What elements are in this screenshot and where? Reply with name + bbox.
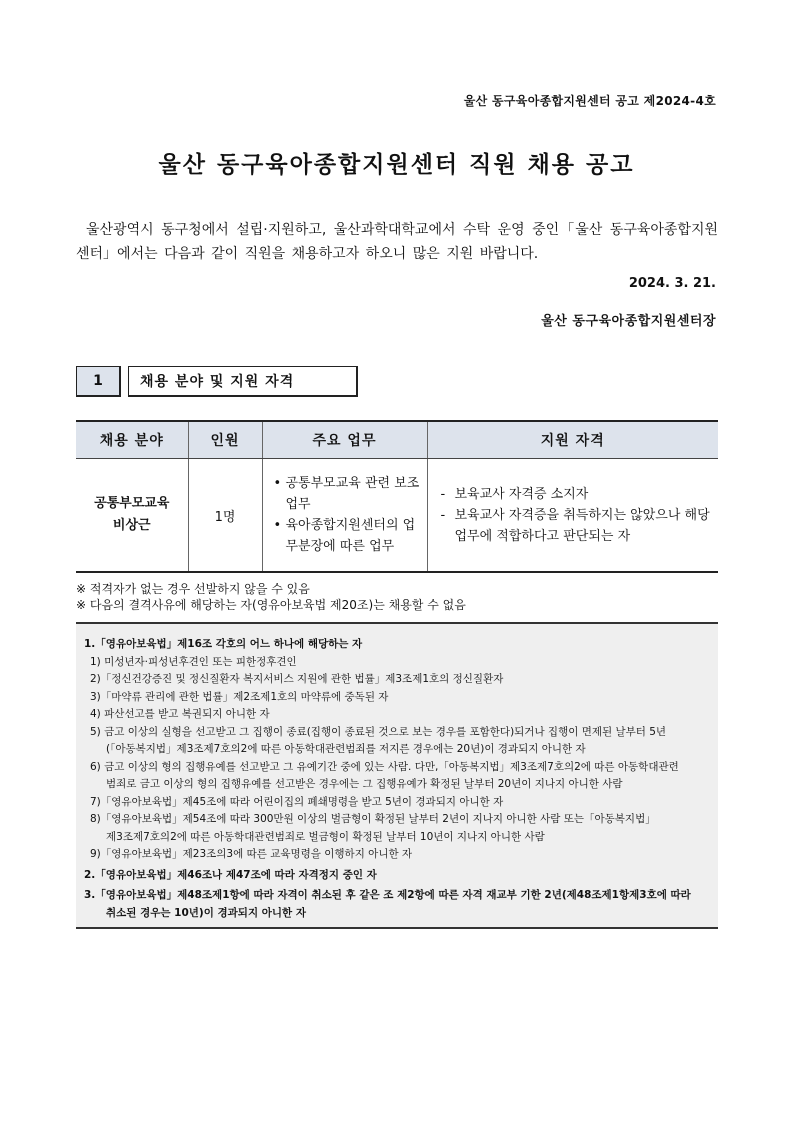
disqualification-subitem: 6) 금고 이상의 형의 집행유예를 선고받고 그 유예기간 중에 있는 사람. 다만,「아동복지법」제3조제7호의2에 따른 아동학대관련 xyxy=(90,760,679,773)
signer: 울산 동구육아종합지원센터장 xyxy=(541,314,716,329)
disqualification-item: 1.「영유아보육법」제16조 각호의 어느 하나에 해당하는 자 xyxy=(84,638,363,650)
header-count: 인원 xyxy=(188,421,262,459)
notes xyxy=(76,581,736,613)
disqualification-subitem: 8)「영유아보육법」제54조에 따라 300만원 이상의 벌금형이 확정된 날부터 2년이 지나지 아니한 사람 또는「아동복지법」 xyxy=(90,813,656,825)
table-row xyxy=(76,459,718,573)
disqualification-subitem-cont: 범죄로 금고 이상의 형의 집행유예를 선고받은 경우에는 그 집행유예가 확정된 날부터 20년이 지나지 아니한 사람 xyxy=(106,778,623,790)
disqualification-subitem: 7)「영유아보육법」제45조에 따라 어린이집의 폐쇄명령을 받고 5년이 경과되지 아니한 자 xyxy=(90,795,504,808)
field-name-line2: 비상근 xyxy=(112,518,151,533)
section-number: 1 xyxy=(76,366,121,397)
disqualification-subitem: 3)「마약류 관리에 관한 법률」제2조제1호의 마약류에 중독된 자 xyxy=(90,690,389,703)
page-title: 울산 동구육아종합지원센터 직원 채용 공고 xyxy=(158,152,635,178)
header-qualifications: 지원 자격 xyxy=(427,421,718,459)
header-duties: 주요 업무 xyxy=(262,421,427,459)
disqualification-box xyxy=(76,622,718,929)
note-item: ※ 적격자가 없는 경우 선발하지 않을 수 있음 xyxy=(76,582,310,596)
disqualification-item: 2.「영유아보육법」제46조나 제47조에 따라 자격정지 중인 자 xyxy=(84,868,377,881)
disqualification-subitem-cont: (「아동복지법」제3조제7호의2에 따른 아동학대관련범죄를 저지른 경우에는 20년)이 경과되지 아니한 자 xyxy=(106,743,586,755)
disqualification-subitem: 9)「영유아보육법」제23조의3에 따른 교육명령을 이행하지 아니한 자 xyxy=(90,848,413,860)
field-name-line1: 공통부모교육 xyxy=(94,496,170,511)
notice-date: 2024. 3. 21. xyxy=(628,276,716,291)
duty-item: • 공통부모교육 관련 보조업무 xyxy=(274,473,426,515)
intro-paragraph: 울산광역시 동구청에서 설립·지원하고, 울산과학대학교에서 수탁 운영 중인「울산 동구육아종합지원센터」에서는 다음과 같이 직원을 채용하고자 하오니 많은 지원 바랍니다. xyxy=(76,222,718,262)
disqualification-subitem-cont: 제3조제7호의2에 따른 아동학대관련범죄로 벌금형이 확정된 날부터 10년이 지나지 아니한 사람 xyxy=(106,830,545,843)
disqualification-subitem: 5) 금고 이상의 실형을 선고받고 그 집행이 종료(집행이 종료된 것으로 보는 경우를 포함한다)되거나 집행이 면제된 날부터 5년 xyxy=(90,725,667,738)
header-field: 채용 분야 xyxy=(76,421,188,459)
qualifications-cell xyxy=(427,459,718,573)
duties-cell xyxy=(262,459,427,573)
disqualification-item-cont: 취소된 경우는 10년)이 경과되지 아니한 자 xyxy=(106,906,306,919)
count-cell: 1명 xyxy=(188,459,262,573)
table-header-row xyxy=(76,421,718,459)
note-item: ※ 다음의 결격사유에 해당하는 자(영유아보육법 제20조)는 채용할 수 없음 xyxy=(76,598,466,612)
notice-number: 울산 동구육아종합지원센터 공고 제2024-4호 xyxy=(463,94,716,108)
qualification-item: - 보육교사 자격증 소지자 xyxy=(441,484,718,505)
disqualification-subitem: 4) 파산선고를 받고 복권되지 아니한 자 xyxy=(90,708,270,720)
section-title: 채용 분야 및 지원 자격 xyxy=(128,366,358,397)
field-cell xyxy=(76,459,188,573)
disqualification-subitem: 1) 미성년자·피성년후견인 또는 피한정후견인 xyxy=(90,655,297,668)
disqualification-item: 3.「영유아보육법」제48조제1항에 따라 자격이 취소된 후 같은 조 제2항에 따른 자격 재교부 기한 2년(제48조제1항제3호에 따라 xyxy=(84,889,691,901)
qualification-item: - 보육교사 자격증을 취득하지는 않았으나 해당 업무에 적합하다고 판단되는 자 xyxy=(441,505,718,547)
disqualification-subitem: 2)「정신건강증진 및 정신질환자 복지서비스 지원에 관한 법률」제3조제1호의 정신질환자 xyxy=(90,673,504,685)
recruitment-table xyxy=(76,420,718,573)
duty-item: • 육아종합지원센터의 업무분장에 따른 업무 xyxy=(274,515,426,557)
